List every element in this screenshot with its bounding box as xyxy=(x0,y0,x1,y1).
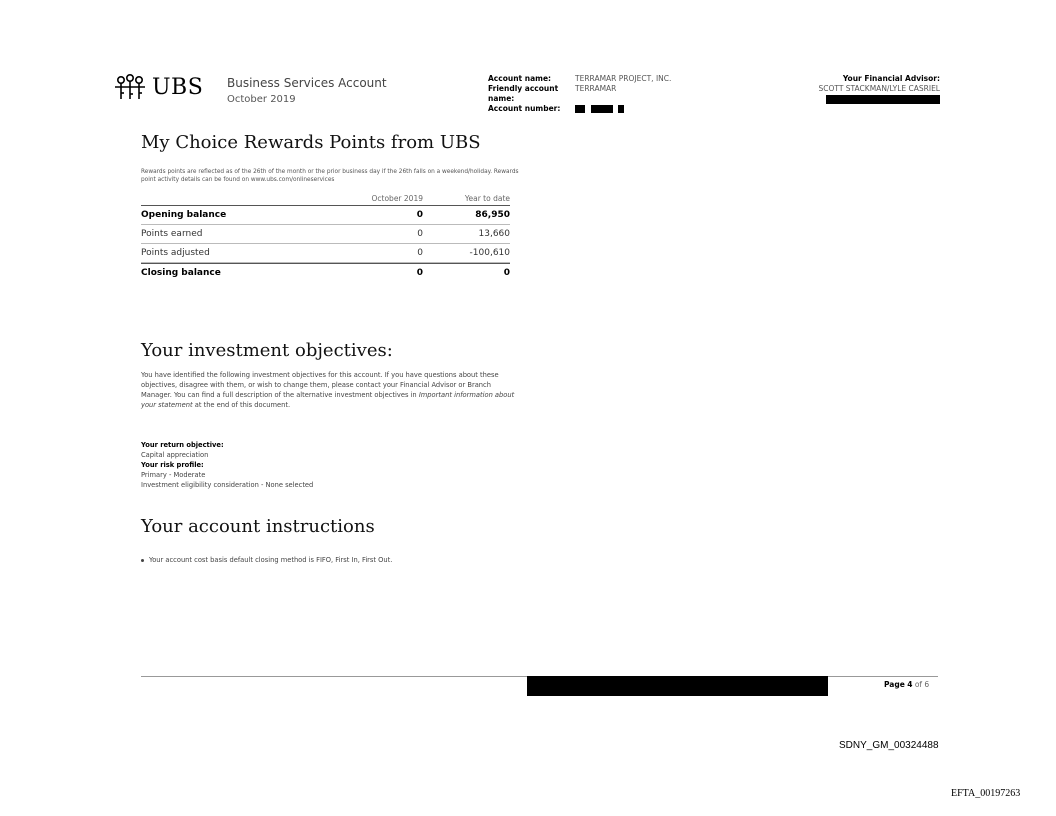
return-objective-value: Capital appreciation xyxy=(141,451,209,459)
bullet-icon xyxy=(141,559,144,562)
ubs-logo xyxy=(112,72,203,102)
financial-advisor xyxy=(818,74,940,104)
account-number-row xyxy=(488,104,671,114)
account-name-row xyxy=(488,74,671,84)
table-row xyxy=(141,225,510,244)
risk-profile-value: Primary - Moderate xyxy=(141,471,206,479)
rewards-table xyxy=(141,192,510,282)
friendly-name-value: TERRAMAR xyxy=(575,84,617,93)
friendly-name-label: Friendly account name: xyxy=(488,84,559,103)
col-ytd: Year to date xyxy=(464,194,510,203)
row-label: Points adjusted xyxy=(141,248,210,258)
account-number-label: Account number: xyxy=(488,104,561,113)
advisor-phone-redacted xyxy=(818,94,940,104)
account-info xyxy=(488,74,671,114)
row-ytd: -100,610 xyxy=(469,248,510,258)
important-info-reference: Important information about your statement xyxy=(141,391,515,409)
table-row xyxy=(141,244,510,263)
account-type: Business Services Account xyxy=(227,76,387,90)
row-month: 0 xyxy=(417,229,423,239)
row-ytd: 86,950 xyxy=(475,210,510,220)
eligibility-consideration: Investment eligibility consideration - None selected xyxy=(141,481,314,489)
row-month: 0 xyxy=(416,268,423,278)
rewards-title: My Choice Rewards Points from UBS xyxy=(141,132,481,153)
footer-redaction xyxy=(527,676,828,696)
rewards-note: Rewards points are reflected as of the 26th of the month or the prior business day if the 26th falls on a weekend/holiday. Rewards point activity details can be found on www.ubs.com/onlineservices xyxy=(141,169,519,183)
risk-profile-label: Your risk profile: xyxy=(141,461,204,469)
ubs-keys-icon xyxy=(112,72,148,102)
bates-number: SDNY_GM_00324488 xyxy=(839,740,939,751)
objectives-title: Your investment objectives: xyxy=(141,340,393,361)
row-month: 0 xyxy=(416,210,423,220)
objectives-text: You have identified the following investment objectives for this account. If you have questions about these objectives, disagree with them, or wish to change them, please contact your Financial Advisor or Branch Manager. You can find a full description of the alternative investment objectives in Important information about your statement at the end of this document. xyxy=(141,371,515,409)
row-label: Points earned xyxy=(141,229,203,239)
account-name-label: Account name: xyxy=(488,74,552,83)
statement-period: October 2019 xyxy=(227,94,296,105)
table-row xyxy=(141,263,510,282)
account-number-redacted xyxy=(575,104,624,114)
table-row xyxy=(141,206,510,225)
row-ytd: 13,660 xyxy=(478,229,510,239)
efta-number: EFTA_00197263 xyxy=(951,788,1021,799)
row-month: 0 xyxy=(417,248,423,258)
objectives-details xyxy=(141,440,313,490)
return-objective-label: Your return objective: xyxy=(141,441,224,449)
logo-text: UBS xyxy=(152,74,204,100)
list-item xyxy=(141,556,392,564)
friendly-name-row xyxy=(488,84,671,104)
col-month: October 2019 xyxy=(371,194,423,203)
account-name-value: TERRAMAR PROJECT, INC. xyxy=(575,74,672,83)
advisor-label: Your Financial Advisor: xyxy=(842,74,940,83)
instruction-text: Your account cost basis default closing method is FIFO, First In, First Out. xyxy=(149,556,393,564)
row-label: Closing balance xyxy=(141,268,221,278)
row-label: Opening balance xyxy=(141,210,227,220)
instructions-title: Your account instructions xyxy=(141,516,375,537)
page-number: Page 4 of 6 xyxy=(884,680,930,689)
rewards-table-header xyxy=(141,192,510,206)
row-ytd: 0 xyxy=(503,268,510,278)
advisor-name: SCOTT STACKMAN/LYLE CASRIEL xyxy=(818,84,940,93)
